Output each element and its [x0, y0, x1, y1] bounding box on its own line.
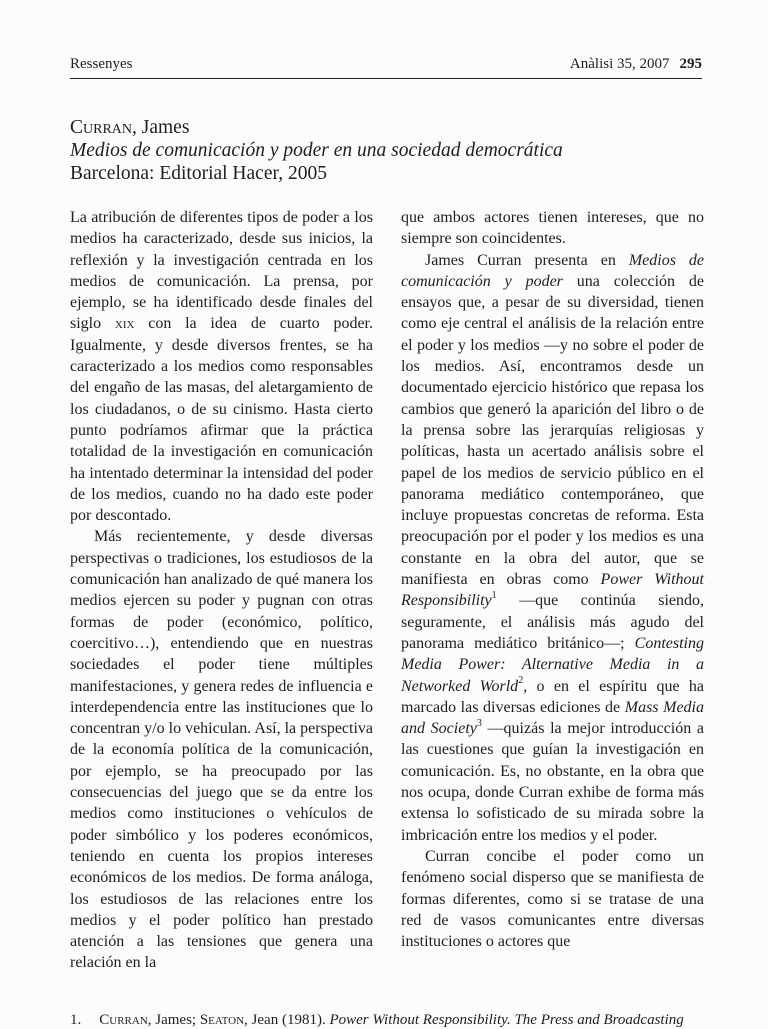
paragraph: James Curran presenta en Medios de comunicación y poder una colección de ensayos que, a pesar de su diversidad, tienen como eje central el análisis de la relación entre el poder y los medios —y no sobre el poder de los medios. Así, encontramos desde un documentado ejercicio histórico que repasa los cambios que generó la aparición del libro o de la prensa sobre las jerarquías religiosas y políticas, hasta un acertado análisis sobre el papel de los medios de servicio público en el panorama mediático contemporáneo, que incluye propuestas concretas de reforma. Esta preocupación por el poder y los medios es una constante en la obra del autor, que se manifiesta en obras como Power Without Responsibility$^1$ —que continúa siendo, seguramente, el análisis más agudo del panorama mediático británico—; Contesting Media Power: Alternative Media in a Networked World$^2$, o en el espíritu que ha marcado las diversas ediciones de Mass Media and Society$^3$ —quizás la mejor introducción a las cuestiones que guían la investigación en comunicación. Es, no obstante, en la obra que nos ocupa, donde Curran exhibe de forma más extensa lo sofisticado de su mirada sobre la imbricación entre los medios y el poder. — [401, 251, 705, 844]
century-numeral: xix — [114, 315, 135, 333]
journal-issue: Anàlisi 35, 2007 — [569, 56, 670, 72]
book-reference — [70, 116, 710, 185]
footnote-ref-2[interactable]: 2 — [518, 675, 524, 687]
paragraph: Más recientemente, y desde diversas perspectivas o tradiciones, los estudiosos de la comunicación han analizado de qué manera los medios ejercen su poder y pugnan con otras formas de poder (económico, político, coercitivo…), entendiendo que en nuestras sociedades el poder tiene múltiples manifestaciones, y genera redes de influencia e interdependencia entre las instituciones que lo concentran y/o lo vehiculan. Así, la perspectiva de la economía política de la comunicación, por ejemplo, se ha preocupado por las consecuencias del juego que se da entre los medios como instituciones o vehículos de poder simbólico y los poderes económicos, teniendo en cuenta los propios intereses económicos de los medios. De forma análoga, los estudiosos de las relaciones entre los medios y el poder político han prestado atención a las tensiones que genera una relación en la — [70, 528, 374, 972]
review-body — [70, 207, 704, 974]
left-column — [70, 207, 373, 974]
author-surname: Curran — [70, 117, 133, 138]
footnote-author: Seaton — [199, 1012, 245, 1028]
work-title-italic: Power Without Responsibility — [401, 571, 704, 610]
page-number: 295 — [679, 56, 702, 72]
footnote-author: Curran — [99, 1012, 148, 1028]
paragraph: Curran concibe el poder como un fenómeno social disperso que se manifiesta de formas diferentes, como si se tratase de una red de vasos comunicantes entre diversas instituciones o actores que — [401, 847, 704, 951]
footnote: 1. Curran, James; Seaton, Jean (1981). Power Without Responsibility. The Press and Broadcasting — [70, 1012, 684, 1028]
author-given: , James — [132, 117, 190, 138]
footnote-ref-1[interactable]: 1 — [491, 590, 497, 602]
journal-info — [570, 56, 702, 73]
right-column — [401, 207, 704, 974]
book-title: Medios de comunicación y poder en una sociedad democrática — [70, 140, 563, 161]
paragraph: que ambos actores tienen intereses, que no siempre son coincidentes. — [401, 209, 704, 248]
work-title-italic: Contesting Media Power: Alternative Media in a Networked World — [401, 634, 704, 695]
header-rule — [70, 78, 702, 79]
book-title-italic: Medios de comunicación y poder — [401, 251, 705, 290]
book-publisher: Barcelona: Editorial Hacer, 2005 — [70, 163, 327, 184]
footnote-ref-3[interactable]: 3 — [476, 717, 482, 729]
reference-author — [70, 116, 710, 139]
section-name: Ressenyes — [70, 56, 133, 72]
footnote-title: Power Without Responsibility. The Press and Broadcasting — [329, 1012, 684, 1028]
paragraph: La atribución de diferentes tipos de poder a los medios ha caracterizado, desde sus inicios, la reflexión y la investigación centrada en los medios de comunicación. La prensa, por ejemplo, se ha identificado desde finales del siglo xix con la idea de cuarto poder. Igualmente, y desde diversos frentes, se ha caracterizado a los medios como responsables del engaño de las masas, del aletargamiento de los ciudadanos, o de su cinismo. Hasta cierto punto podríamos afirmar que la práctica totalidad de la investigación en comunicación ha intentado determinar la intensidad del poder de los medios, cuando no ha dado este poder por descontado. — [70, 209, 373, 525]
work-title-italic: Mass Media and Society — [401, 698, 704, 738]
running-head — [70, 56, 702, 73]
footnote-number: 1. — [70, 1012, 82, 1028]
